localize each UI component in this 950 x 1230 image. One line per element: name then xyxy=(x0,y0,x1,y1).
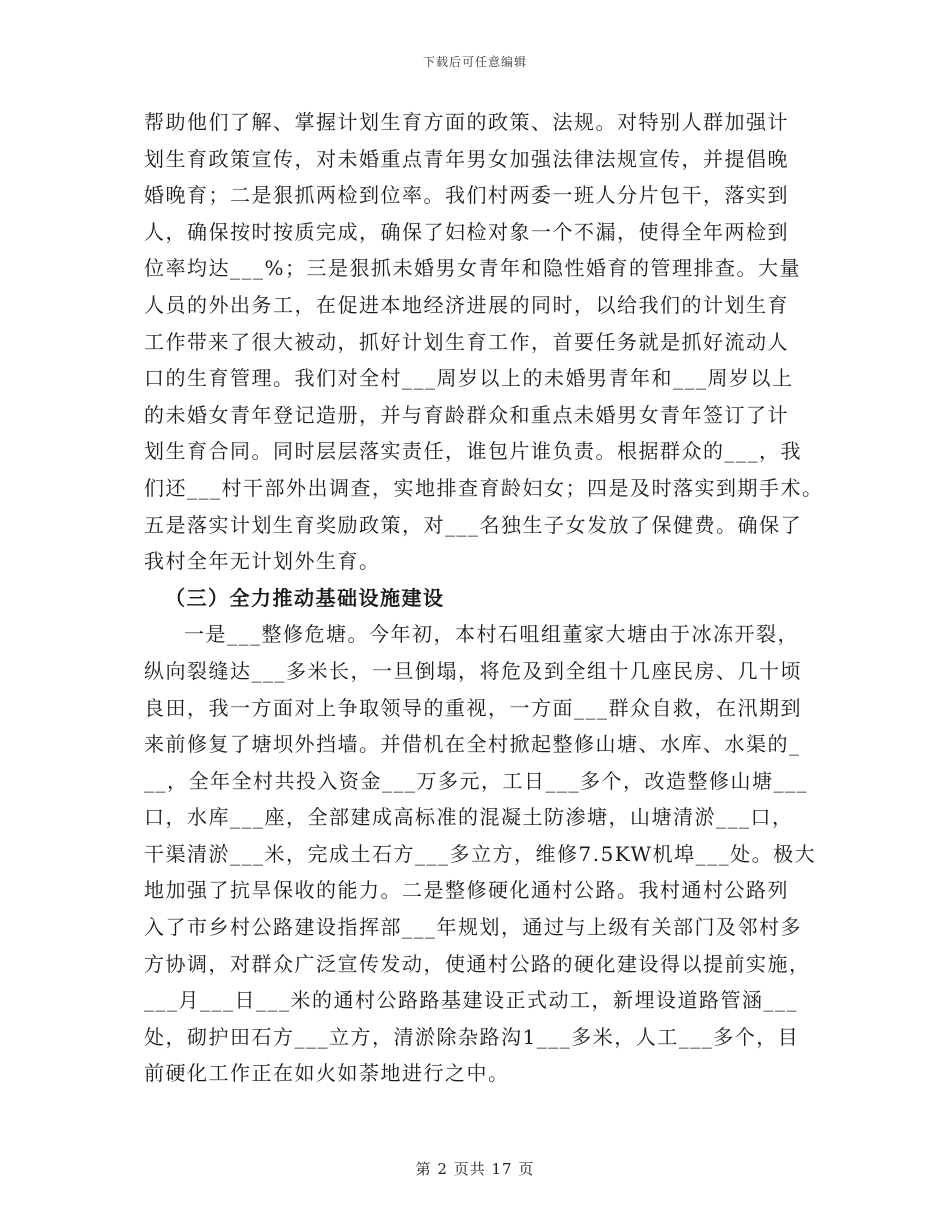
page-footer: 第 2 页共 17 页 xyxy=(415,1160,535,1178)
paragraph-line: 地加强了抗旱保收的能力。二是整修硬化通村公路。我村通村公路列 xyxy=(144,878,789,903)
paragraph-line: 五是落实计划生育奖励政策，对___名独生子女发放了保健费。确保了 xyxy=(144,512,802,537)
paragraph-line: 我村全年无计划外生育。 xyxy=(144,549,381,574)
paragraph-line: 工作带来了很大被动，抓好计划生育工作，首要任务就是抓好流动人 xyxy=(144,329,789,354)
paragraph-line: 口，水库___座，全部建成高标准的混凝土防渗塘，山塘清淤___口， xyxy=(144,805,794,830)
section-heading: （三）全力推动基础设施建设 xyxy=(165,585,445,610)
paragraph-line: 帮助他们了解、掌握计划生育方面的政策、法规。对特别人群加强计 xyxy=(144,110,789,134)
paragraph-line: 的未婚女青年登记造册，并与育龄群众和重点未婚男女青年签订了计 xyxy=(144,402,789,427)
paragraph-line: 前硬化工作正在如火如荼地进行之中。 xyxy=(144,1061,510,1086)
paragraph-line: 来前修复了塘坝外挡墙。并借机在全村掀起整修山塘、水库、水渠的_ xyxy=(144,732,801,757)
paragraph-line: 人员的外出务工，在促进本地经济进展的同时，以给我们的计划生育 xyxy=(144,292,789,317)
paragraph-line: 划生育合同。同时层层落实责任，谁包片谁负责。根据群众的___，我 xyxy=(144,439,802,464)
paragraph-line: 方协调，对群众广泛宣传发动，使通村公路的硬化建设得以提前实施， xyxy=(144,951,811,976)
paragraph-line: 纵向裂缝达___多米长，一旦倒塌，将危及到全组十几座民房、几十顷 xyxy=(144,658,802,683)
paragraph-line: 们还___村干部外出调查，实地排查育龄妇女；四是及时落实到期手术。 xyxy=(144,475,824,500)
document-body xyxy=(144,104,824,1092)
page-header: 下载后可任意编辑 xyxy=(422,55,527,69)
paragraph-line: 婚晚育；二是狠抓两检到位率。我们村两委一班人分片包干，落实到 xyxy=(144,183,789,208)
paragraph-line: 入了市乡村公路建设指挥部___年规划，通过与上级有关部门及邻村多 xyxy=(144,915,802,940)
paragraph-line: 位率均达___%；三是狠抓未婚男女青年和隐性婚育的管理排查。大量 xyxy=(144,256,802,281)
paragraph-line: 口的生育管理。我们对全村___周岁以上的未婚男青年和___周岁以上 xyxy=(144,366,794,391)
paragraph-line: __，全年全村共投入资金___万多元，工日___多个，改造整修山塘___ xyxy=(144,768,808,793)
paragraph-line: 良田，我一方面对上争取领导的重视，一方面___群众自救，在汛期到 xyxy=(144,695,802,720)
paragraph-line: 一是___整修危塘。今年初，本村石咀组董家大塘由于冰冻开裂， xyxy=(184,622,799,647)
paragraph-line: 划生育政策宣传，对未婚重点青年男女加强法律法规宣传，并提倡晚 xyxy=(144,146,789,171)
paragraph-line: 处，砌护田石方___立方，清淤除杂路沟1___多米，人工___多个，目 xyxy=(144,1024,800,1049)
paragraph-line: 干渠清淤___米，完成土石方___多立方，维修7.5KW机埠___处。极大 xyxy=(144,841,817,866)
paragraph-line: ___月___日___米的通村公路路基建设正式动工，新埋设道路管涵___ xyxy=(144,988,798,1013)
paragraph-line: 人，确保按时按质完成，确保了妇检对象一个不漏，使得全年两检到 xyxy=(144,219,789,244)
